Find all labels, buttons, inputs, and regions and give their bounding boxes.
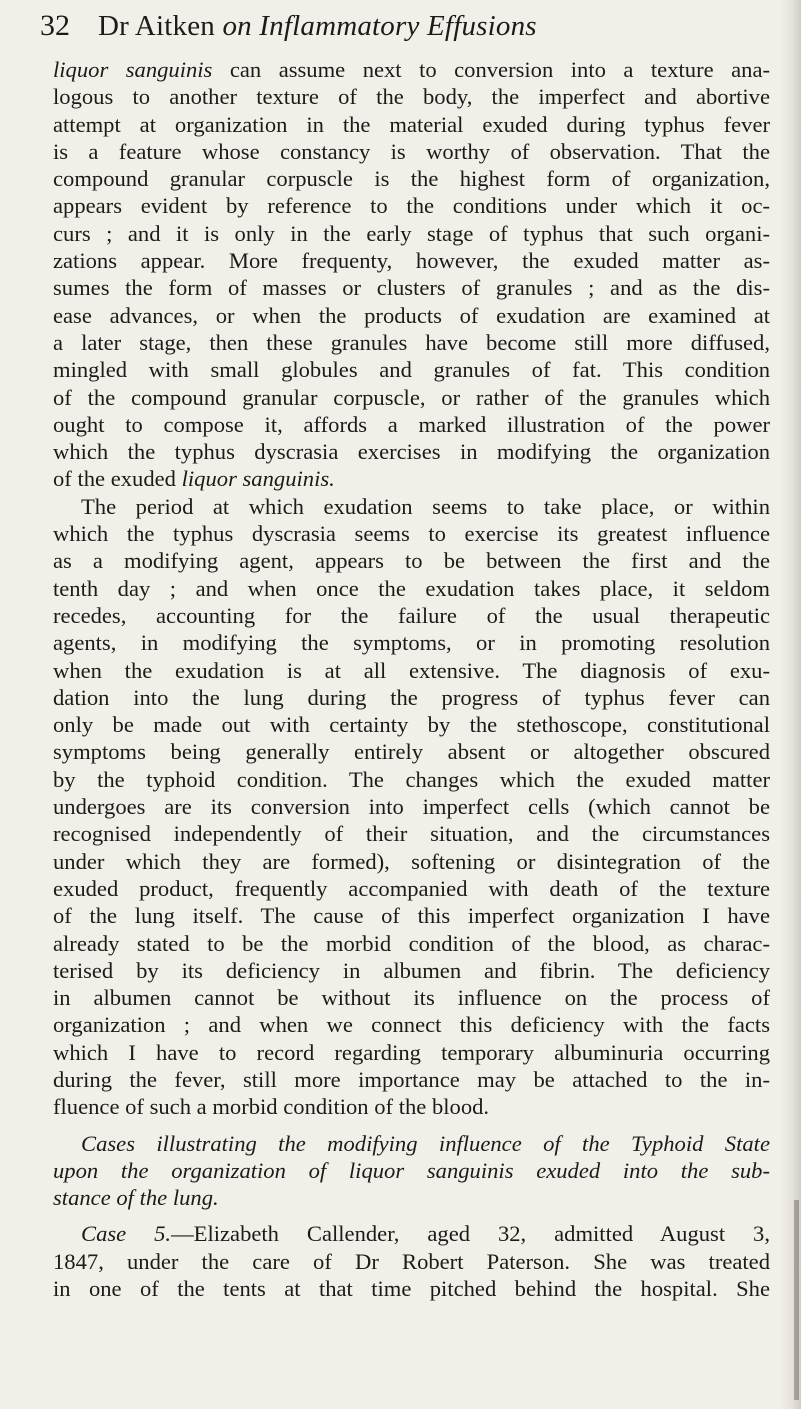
text-line: is a feature whose constancy is worthy of observation. That the	[53, 138, 770, 164]
paragraph-1	[53, 56, 770, 493]
text-line: symptoms being generally entirely absent or altogether obscured	[53, 739, 770, 765]
text-line: a later stage, then these granules have become still more diffused,	[53, 329, 770, 355]
page-edge-shadow	[779, 0, 801, 1409]
text-line: tenth day ; and when once the exudation takes place, it seldom	[53, 575, 770, 601]
text-line: of the lung itself. The cause of this imperfect organization I have	[53, 903, 770, 929]
text-line: 1847, under the care of Dr Robert Paterson. She was treated	[53, 1248, 770, 1274]
text-line: terised by its deficiency in albumen and fibrin. The deficiency	[53, 957, 770, 983]
binding-mark	[794, 1200, 799, 1400]
text-line: already stated to be the morbid condition of the blood, as charac-	[53, 930, 770, 956]
text-line: attempt at organization in the material exuded during typhus fever	[53, 111, 770, 137]
text-line: liquor sanguinis can assume next to conversion into a texture ana-	[53, 57, 771, 82]
running-head-author: Dr Aitken	[98, 10, 215, 42]
body-text	[53, 56, 770, 1302]
case-paragraph	[53, 1220, 770, 1302]
text-line: organization ; and when we connect this deficiency with the facts	[53, 1012, 770, 1038]
text-line: during the fever, still more importance may be attached to the in-	[53, 1066, 770, 1092]
italic-term: liquor sanguinis	[53, 57, 213, 82]
text-line: exuded product, frequently accompanied with death of the texture	[53, 875, 770, 901]
text-line: zations appear. More frequenty, however, the exuded matter as-	[53, 248, 770, 274]
heading-line: upon the organization of liquor sanguinis exuded into the sub-	[53, 1157, 770, 1183]
text-line: by the typhoid condition. The changes which the exuded matter	[53, 766, 770, 792]
text-line: ease advances, or when the products of exudation are examined at	[53, 302, 770, 328]
text-line: logous to another texture of the body, the imperfect and abortive	[53, 84, 770, 110]
text-line: recedes, accounting for the failure of the usual therapeutic	[53, 602, 770, 628]
text-line: sumes the form of masses or clusters of granules ; and as the dis-	[53, 275, 770, 301]
running-head-on: on	[222, 10, 252, 42]
text-line: which the typhus dyscrasia seems to exercise its greatest influence	[53, 521, 770, 547]
text-line: appears evident by reference to the conditions under which it oc-	[53, 193, 770, 219]
text-line: of the compound granular corpuscle, or rather of the granules which	[53, 384, 770, 410]
page-number: 32	[40, 9, 70, 42]
text-line: which the typhus dyscrasia exercises in modifying the organization	[53, 439, 770, 465]
running-head-title: Inflammatory Effusions	[259, 10, 537, 42]
text-line: in albumen cannot be without its influence on the process of	[53, 985, 770, 1011]
text-line: curs ; and it is only in the early stage of typhus that such organi-	[53, 220, 770, 246]
text-line: of the exuded liquor sanguinis.	[53, 466, 335, 492]
text-line: only be made out with certainty by the stethoscope, constitutional	[53, 712, 770, 738]
text-line: agents, in modifying the symptoms, or in promoting resolution	[53, 630, 770, 656]
running-head	[98, 6, 537, 46]
text-line: ought to compose it, affords a marked illustration of the power	[53, 411, 770, 437]
text-line: recognised independently of their situation, and the circumstances	[53, 821, 770, 847]
text-line: fluence of such a morbid condition of the blood.	[53, 1094, 490, 1120]
text-line: Case 5.—Elizabeth Callender, aged 32, admitted August 3,	[81, 1221, 770, 1247]
italic-term: liquor sanguinis.	[181, 466, 335, 492]
text-line: undergoes are its conversion into imperfect cells (which cannot be	[53, 794, 770, 820]
text-line: in one of the tents at that time pitched behind the hospital. She	[53, 1276, 770, 1302]
text-line: compound granular corpuscle is the highest form of organization,	[53, 166, 770, 192]
text-line: mingled with small globules and granules of fat. This condition	[53, 357, 770, 383]
text-line: The period at which exudation seems to take place, or within	[81, 493, 770, 519]
text-line: when the exudation is at all extensive. The diagnosis of exu-	[53, 657, 770, 683]
text-line: dation into the lung during the progress of typhus fever can	[53, 684, 770, 710]
text-line: under which they are formed), softening or disintegration of the	[53, 848, 770, 874]
text-line: which I have to record regarding temporary albuminuria occurring	[53, 1039, 770, 1065]
heading-line: Cases illustrating the modifying influence of the Typhoid State	[81, 1130, 770, 1156]
paragraph-2	[53, 493, 770, 1121]
section-heading	[53, 1130, 770, 1212]
page-header	[40, 6, 766, 50]
heading-line: stance of the lung.	[53, 1185, 219, 1211]
case-label: Case 5.	[81, 1221, 172, 1247]
text-line: as a modifying agent, appears to be between the first and the	[53, 548, 770, 574]
